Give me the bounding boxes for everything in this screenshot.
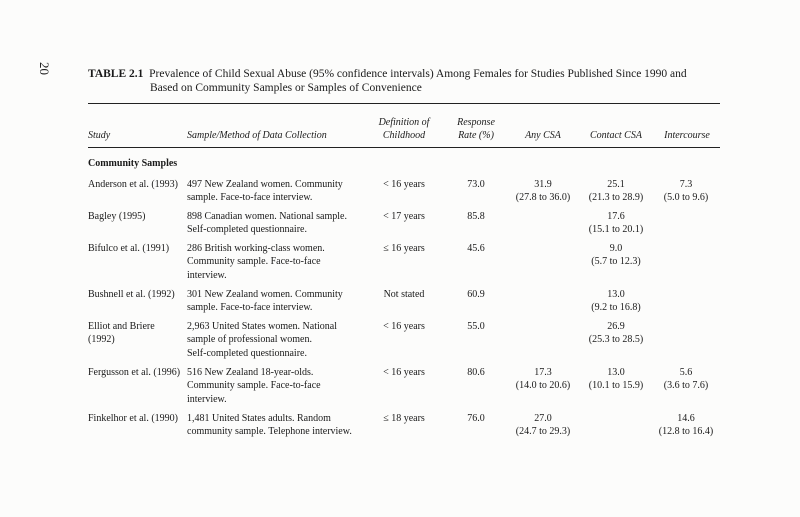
cell-any-csa (506, 178, 580, 205)
cell-line: 516 New Zealand 18-year-olds. (187, 367, 314, 378)
cell-line: Bushnell et al. (1992) (88, 289, 175, 300)
cell-line: < 16 years (383, 179, 425, 190)
cell-sample (187, 320, 367, 360)
cell-contact-csa (578, 320, 654, 347)
cell-definition (366, 178, 442, 191)
cell-line: (25.3 to 28.5) (588, 334, 644, 346)
cell-sample (187, 178, 367, 205)
cell-line: (9.2 to 16.8) (591, 302, 641, 314)
cell-line: 13.0 (607, 367, 625, 378)
section-title: Community Samples (88, 158, 178, 169)
header-response (446, 116, 506, 143)
cell-response (446, 366, 506, 379)
cell-line: sample. Face-to-face interview. (187, 302, 313, 314)
cell-line: Community sample. Face-to-face (187, 256, 321, 268)
cell-line: Bagley (1995) (88, 211, 146, 222)
header-definition (366, 116, 442, 143)
cell-line: (5.7 to 12.3) (591, 256, 641, 268)
cell-line: (15.1 to 20.1) (588, 224, 644, 236)
cell-line: Anderson et al. (1993) (88, 179, 178, 190)
caption-line-2: Based on Community Samples or Samples of Convenience (150, 82, 422, 94)
cell-line: < 17 years (383, 211, 425, 222)
cell-line: 13.0 (607, 289, 625, 300)
cell-sample (187, 288, 367, 315)
cell-line: ≤ 18 years (383, 413, 425, 424)
cell-line: 27.0 (534, 413, 552, 424)
cell-definition (366, 288, 442, 301)
cell-line: (14.0 to 20.6) (515, 380, 571, 392)
cell-line: Bifulco et al. (1991) (88, 243, 170, 254)
cell-line: (1992) (88, 334, 115, 346)
cell-sample (187, 242, 367, 282)
cell-line: 85.8 (467, 211, 485, 222)
cell-line: Fergusson et al. (1996) (88, 367, 181, 378)
cell-line: 7.3 (679, 179, 693, 190)
cell-contact-csa (578, 366, 654, 393)
table-header-rule (88, 147, 720, 148)
cell-line: Self-completed questionnaire. (187, 347, 307, 359)
cell-response (446, 210, 506, 223)
cell-contact-csa (578, 178, 654, 205)
caption-line-1: Prevalence of Child Sexual Abuse (95% confidence intervals) Among Females for Studies Published Since 1990 and (149, 68, 687, 80)
cell-line: 898 Canadian women. National sample. (187, 211, 347, 222)
cell-line: community sample. Telephone interview. (187, 426, 352, 438)
cell-response (446, 288, 506, 301)
cell-line: 17.3 (534, 367, 552, 378)
cell-line: sample. Face-to-face interview. (187, 192, 313, 204)
cell-line: < 16 years (383, 321, 425, 332)
cell-study (88, 288, 184, 301)
cell-line: 2,963 United States women. National (187, 321, 337, 332)
header-sample: Sample/Method of Data Collection (187, 130, 327, 141)
table-top-rule (88, 103, 720, 104)
cell-line: (24.7 to 29.3) (515, 426, 571, 438)
cell-line: 80.6 (467, 367, 485, 378)
cell-intercourse (648, 178, 724, 205)
cell-study (88, 412, 184, 425)
cell-study (88, 178, 184, 191)
cell-sample (187, 366, 367, 406)
cell-line: 14.6 (677, 413, 695, 424)
cell-definition (366, 210, 442, 223)
cell-contact-csa (578, 210, 654, 237)
cell-line: 55.0 (467, 321, 485, 332)
cell-response (446, 178, 506, 191)
header-response-line-2: Rate (%) (458, 130, 494, 142)
cell-definition (366, 242, 442, 255)
cell-any-csa (506, 412, 580, 439)
header-response-line-1: Response (457, 117, 495, 128)
page-number: 20 (37, 62, 52, 75)
cell-line: (3.6 to 7.6) (663, 380, 709, 392)
cell-line: (10.1 to 15.9) (588, 380, 644, 392)
cell-line: 73.0 (467, 179, 485, 190)
cell-study (88, 366, 184, 379)
cell-any-csa (506, 366, 580, 393)
cell-line: 5.6 (679, 367, 693, 378)
cell-line: 497 New Zealand women. Community (187, 179, 343, 190)
cell-line: Self-completed questionnaire. (187, 224, 307, 236)
cell-line: Not stated (383, 289, 425, 300)
cell-line: ≤ 16 years (383, 243, 425, 254)
cell-definition (366, 412, 442, 425)
header-definition-line-2: Childhood (382, 130, 426, 142)
header-contact-csa: Contact CSA (590, 130, 642, 141)
cell-line: (21.3 to 28.9) (588, 192, 644, 204)
cell-contact-csa (578, 288, 654, 315)
cell-line: (5.0 to 9.6) (663, 192, 709, 204)
cell-line: interview. (187, 393, 227, 405)
cell-study (88, 242, 184, 255)
cell-sample (187, 210, 367, 237)
cell-line: (12.8 to 16.4) (658, 426, 714, 438)
cell-line: 26.9 (607, 321, 625, 332)
cell-intercourse (648, 366, 724, 393)
table-caption (88, 67, 728, 95)
cell-line: 76.0 (467, 413, 485, 424)
cell-line: Elliot and Briere (88, 321, 155, 332)
table-label: TABLE 2.1 (88, 68, 144, 80)
cell-definition (366, 320, 442, 333)
cell-line: 25.1 (607, 179, 625, 190)
cell-line: 60.9 (467, 289, 485, 300)
header-definition-line-1: Definition of (378, 117, 430, 128)
cell-line: 286 British working-class women. (187, 243, 325, 254)
cell-line: 301 New Zealand women. Community (187, 289, 343, 300)
cell-intercourse (648, 412, 724, 439)
cell-line: 9.0 (609, 243, 623, 254)
cell-line: sample of professional women. (187, 334, 312, 346)
cell-line: Finkelhor et al. (1990) (88, 413, 178, 424)
cell-line: interview. (187, 269, 227, 281)
cell-contact-csa (578, 242, 654, 269)
cell-line: 31.9 (534, 179, 552, 190)
header-any-csa: Any CSA (525, 130, 561, 141)
cell-sample (187, 412, 367, 439)
cell-line: 17.6 (607, 211, 625, 222)
header-intercourse: Intercourse (664, 130, 710, 141)
cell-study (88, 320, 184, 347)
cell-response (446, 242, 506, 255)
cell-line: (27.8 to 36.0) (515, 192, 571, 204)
cell-line: 1,481 United States adults. Random (187, 413, 331, 424)
header-study: Study (88, 130, 111, 141)
cell-response (446, 320, 506, 333)
cell-line: < 16 years (383, 367, 425, 378)
cell-definition (366, 366, 442, 379)
cell-response (446, 412, 506, 425)
cell-study (88, 210, 184, 223)
cell-line: 45.6 (467, 243, 485, 254)
cell-line: Community sample. Face-to-face (187, 380, 321, 392)
